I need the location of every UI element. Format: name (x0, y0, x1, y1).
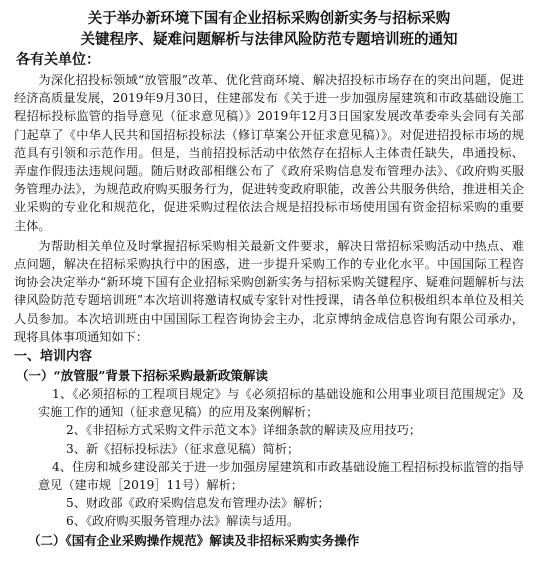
subsection-heading-2: （二）《国有企业采购操作规范》解读及非招标采购实务操作 (28, 532, 360, 548)
list-item: 3、新《招标投标法》（征求意见稿）简析； (66, 441, 300, 456)
list-item: 2、《非招标方式采购文件示范文本》详细条款的解读及应用技巧； (66, 423, 422, 438)
section-heading-training-content: 一、培训内容 (14, 349, 93, 365)
salutation: 各有关单位： (16, 52, 100, 68)
list-item: 5、财政部《政府采购信息发布管理办法》解析； (66, 496, 330, 511)
document-title-line-2: 关键程序、疑难问题解析与法律风险防范专题培训班的通知 (80, 31, 458, 48)
list-item: 1、《必须招标的工程项目规定》与《必须招标的基础设施和公用事业项目范围规定》及实施工作的通知（征求意见稿）的应用及案例解析； (38, 387, 524, 420)
document-title-line-1: 关于举办新环境下国有企业招标采购创新实务与招标采购 (87, 10, 451, 27)
list-item: 6、《政府购买服务管理办法》解读与适用。 (66, 514, 300, 529)
subsection-heading-1: （一）“放管服”背景下招标采购最新政策解读 (16, 368, 268, 384)
intro-paragraph-2: 为帮助相关单位及时掌握招标采购相关最新文件要求，解决日常招标采购活动中热点、难点问题，解决在招标采购执行中的困惑，进一步提升采购工作的专业化水平。中国国际工程咨询协会决定举办“新环境下国有企业招标采购创新实务与招标采购关键程序、疑难问题解析与法律风险防范专题培训班”本次培训将邀请权威专家针对性授课，请各单位积极组织本单位及相关人员参加。本次培训班由中国国际工程咨询协会主办，北京博纳金成信息咨询有限公司承办，现将具体事项通知如下： (14, 238, 524, 344)
list-item: 4、住房和城乡建设部关于进一步加强房屋建筑和市政基础设施工程招标投标监管的指导意见（建市规［2019］11号）解析； (38, 459, 524, 493)
intro-paragraph-1: 为深化招投标领域“放管服”改革、优化营商环境、解决招投标市场存在的突出问题，促进经济高质量发展，2019年9月30日，住建部发布《关于进一步加强房屋建筑和市政基础设施工程招标投标监管的指导意见（征求意见稿）》2019年12月3日国家发展改革委牵头会同有关部门起草了《中华人民共和国招标投标法（修订草案公开征求意见稿）》。对促进招投标市场的规范具有引领和示范作用。但是，当前招投标活动中依然存在招标人主体责任缺失，串通投标、弄虚作假违法违规问题。随后财政部相继公布了《政府采购信息发布管理办法》、《政府购买服务管理办法》，为规范政府购买服务行为，促进转变政府职能，改善公共服务供给，推进相关企业采购的专业化和规范化，促进采购过程依法合规是招投标市场使用国有资金招标采购的重要主体。 (14, 73, 524, 233)
